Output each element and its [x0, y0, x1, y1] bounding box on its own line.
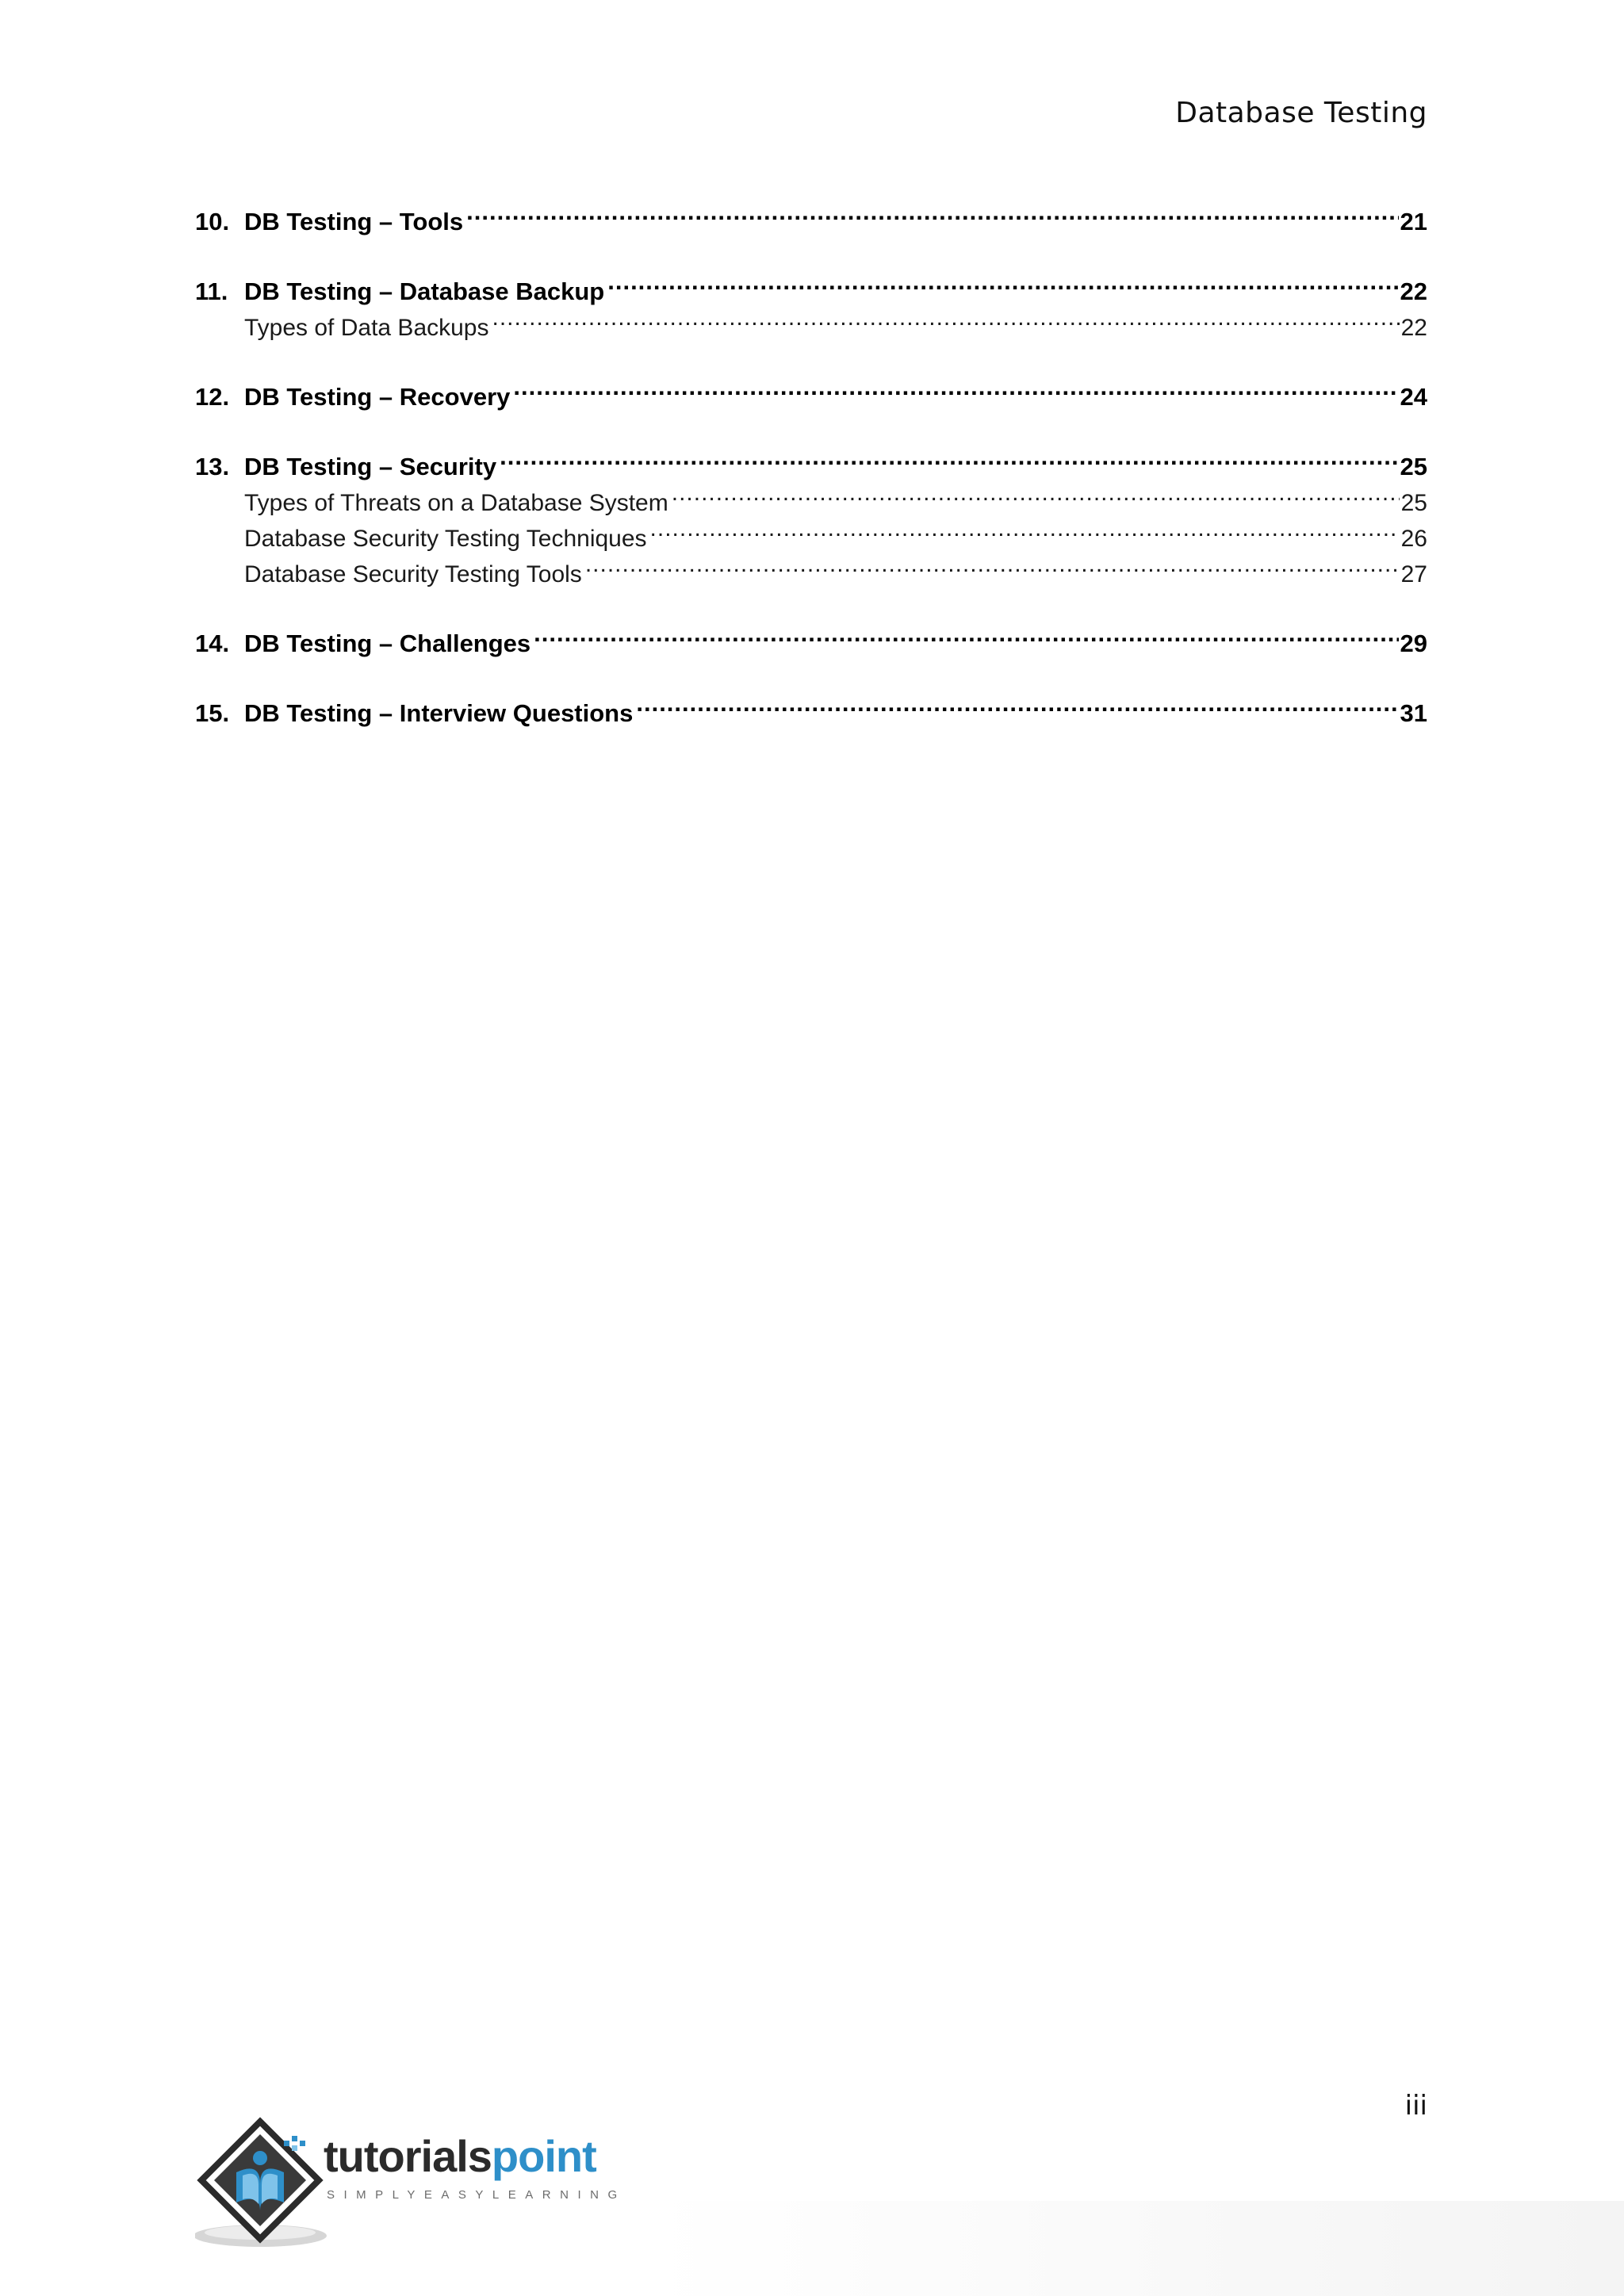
toc-dot-leader [672, 475, 1400, 511]
logo-word-point: point [491, 2131, 596, 2181]
table-of-contents [195, 193, 1427, 755]
toc-dot-leader [466, 193, 1398, 230]
toc-chapter-number: 15. [195, 699, 230, 727]
toc-chapter-page: 24 [1400, 383, 1427, 411]
toc-chapter-page: 21 [1400, 208, 1427, 235]
logo-tagline: SIMPLYEASYLEARNING [327, 2188, 626, 2202]
toc-dot-leader [492, 300, 1400, 335]
toc-chapter-group [195, 685, 1427, 727]
toc-chapter-page: 22 [1400, 277, 1427, 305]
toc-chapter-number: 11. [195, 277, 228, 305]
toc-chapter-number: 10. [195, 208, 230, 235]
toc-chapter-entry[interactable] [195, 263, 1427, 305]
logo-word-tutorials: tutorials [324, 2131, 492, 2181]
running-header: Database Testing [1175, 97, 1427, 129]
toc-section-page: 22 [1400, 315, 1427, 341]
toc-dot-leader [513, 369, 1398, 405]
toc-section-title: Database Security Testing Tools [244, 561, 582, 587]
toc-section-title: Types of Threats on a Database System [244, 490, 668, 516]
toc-chapter-entry[interactable] [195, 193, 1427, 235]
toc-chapter-number: 14. [195, 629, 230, 657]
toc-chapter-page: 29 [1400, 629, 1427, 657]
toc-dot-leader [650, 511, 1400, 546]
toc-dot-leader [534, 615, 1398, 652]
toc-chapter-group [195, 263, 1427, 341]
toc-dot-leader [636, 685, 1398, 721]
toc-chapter-entry[interactable] [195, 369, 1427, 411]
toc-section-page: 26 [1400, 526, 1427, 552]
toc-chapter-entry[interactable] [195, 615, 1427, 657]
toc-section-title: Types of Data Backups [244, 315, 489, 341]
tutorialspoint-logo [195, 2117, 639, 2252]
toc-chapter-entry[interactable] [195, 685, 1427, 727]
page-number: iii [1404, 2090, 1427, 2122]
toc-chapter-title: DB Testing – Security [244, 453, 497, 480]
toc-section-page: 27 [1400, 561, 1427, 587]
toc-chapter-entry[interactable] [195, 438, 1427, 480]
toc-section-title: Database Security Testing Techniques [244, 526, 647, 552]
toc-chapter-title: DB Testing – Challenges [244, 629, 531, 657]
toc-chapter-number: 13. [195, 453, 230, 480]
toc-dot-leader [607, 263, 1398, 300]
toc-chapter-title: DB Testing – Database Backup [244, 277, 605, 305]
toc-section-page: 25 [1400, 490, 1427, 516]
toc-dot-leader [500, 438, 1398, 475]
toc-chapter-page: 25 [1400, 453, 1427, 480]
toc-chapter-title: DB Testing – Tools [244, 208, 464, 235]
toc-chapter-title: DB Testing – Interview Questions [244, 699, 634, 727]
toc-dot-leader [585, 546, 1400, 582]
toc-chapter-number: 12. [195, 383, 230, 411]
toc-chapter-title: DB Testing – Recovery [244, 383, 511, 411]
logo-wordmark [324, 2133, 596, 2180]
toc-chapter-group [195, 369, 1427, 411]
toc-chapter-group [195, 438, 1427, 587]
toc-chapter-page: 31 [1400, 699, 1427, 727]
toc-chapter-group [195, 615, 1427, 657]
toc-chapter-group [195, 193, 1427, 235]
